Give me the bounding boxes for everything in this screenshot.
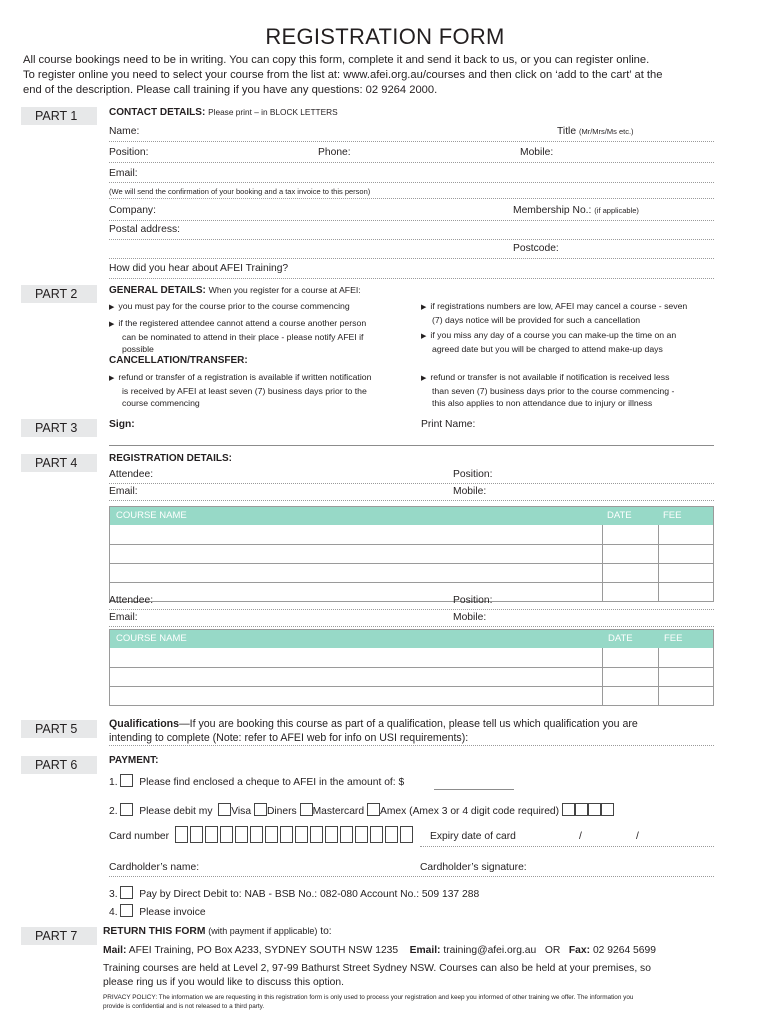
position-label: Position: [109,147,149,158]
general-details-heading: GENERAL DETAILS: When you register for a course at AFEI: [109,285,361,296]
expiry-label: Expiry date of card [430,831,516,842]
card-digit-box[interactable] [325,826,338,843]
divider [109,198,714,199]
membership-label: Membership No.: (if applicable) [513,205,639,216]
table-row[interactable] [110,686,713,705]
mobile-label: Mobile: [453,486,487,497]
page-title: REGISTRATION FORM [265,24,505,49]
email-field[interactable] [109,500,714,501]
amex-code-box[interactable] [575,803,588,816]
postcode-field[interactable] [109,258,714,259]
part-2-label: PART 2 [21,285,97,303]
cardholder-field[interactable] [109,876,714,877]
table-row[interactable] [110,582,713,601]
debit-checkbox[interactable] [120,803,133,816]
cheque-amount-field[interactable] [434,789,514,790]
direct-debit-checkbox[interactable] [120,886,133,899]
bullet-item: ▶ refund or transfer is not available if notification is received less [421,372,670,382]
attendee-label: Attendee: [109,469,154,480]
email-field[interactable] [109,626,714,627]
general-right-bullets: ▶ if registrations numbers are low, AFEI may cancel a course - seven (7) days notice will be provided for such a cancellation ▶ if you miss any day of a course you can make-up the time on an agreed date but you will be charged to attend make-up days [421,300,717,355]
title-label: Title (Mr/Mrs/Ms etc.) [557,126,634,137]
cancel-right-bullets: ▶ refund or transfer is not available if notification is received less than seven (7) business days prior to the course commencing - this also applies to non attendance due to injury or illness [421,371,717,409]
return-contact-line: Mail: AFEI Training, PO Box A233, SYDNEY SOUTH NSW 1235 Email: training@afei.org.au OR Fax: 02 9264 5699 [103,945,656,956]
email-label: Email: [109,168,138,179]
name-field[interactable] [109,141,714,142]
card-digit-box[interactable] [385,826,398,843]
card-number-row: Card number [109,826,415,843]
payment-heading: PAYMENT: [109,755,159,766]
email-note: (We will send the confirmation of your booking and a tax invoice to this person) [109,187,371,196]
amex-checkbox[interactable] [367,803,380,816]
registration-details-heading: REGISTRATION DETAILS: [109,453,232,464]
intro-text: All course bookings need to be in writing. You can copy this form, complete it and send it back to us, or you can register online. To register online you need to select your course from the list at: www.afei.org.au/courses and then click on ‘add to the cart’ at the end of the description. Please call training if you have any questions: 02 9264 2000. [23,54,663,96]
part-7-label: PART 7 [21,927,97,945]
card-digit-box[interactable] [265,826,278,843]
bullet-item: ▶ if you miss any day of a course you can make-up the time on an [421,330,677,340]
bullet-item: ▶ if registrations numbers are low, AFEI may cancel a course - seven [421,301,688,311]
company-field[interactable] [109,220,714,221]
diners-checkbox[interactable] [254,803,267,816]
payment-option-invoice: 4. Please invoice [109,904,206,918]
course-table-header: COURSE NAME DATE FEE [110,507,713,525]
sign-label: Sign: [109,419,135,430]
card-number-boxes [172,831,415,842]
expiry-field[interactable] [420,846,714,847]
contact-details-heading: CONTACT DETAILS: Please print – in BLOCK LETTERS [109,107,338,118]
mobile-label: Mobile: [453,612,487,623]
part-3-label: PART 3 [21,419,97,437]
invoice-checkbox[interactable] [120,904,133,917]
card-digit-box[interactable] [205,826,218,843]
cheque-checkbox[interactable] [120,774,133,787]
part-1-label: PART 1 [21,107,97,125]
card-digit-box[interactable] [250,826,263,843]
card-digit-box[interactable] [355,826,368,843]
bullet-item: ▶ you must pay for the course prior to the course commencing [109,301,350,311]
card-digit-box[interactable] [235,826,248,843]
visa-checkbox[interactable] [218,803,231,816]
table-row[interactable] [110,563,713,582]
course-table-1 [109,506,714,602]
hear-field[interactable] [109,278,714,279]
cancellation-heading: CANCELLATION/TRANSFER: [109,355,248,366]
postal-label: Postal address: [109,224,180,235]
expiry-slash: / [636,831,639,842]
email-field[interactable] [109,182,714,183]
position-phone-mobile-field[interactable] [109,162,714,163]
cancel-left-bullets: ▶ refund or transfer of a registration is available if written notification is received by AFEI at least seven (7) business days prior to the course commencing [109,371,409,409]
table-row[interactable] [110,544,713,563]
qualification-field[interactable] [109,745,714,746]
position-label: Position: [453,595,493,606]
hear-label: How did you hear about AFEI Training? [109,263,289,274]
course-table-header: COURSE NAME DATE FEE [110,630,713,648]
bullet-item: ▶ refund or transfer of a registration is available if written notification [109,372,372,382]
postcode-label: Postcode: [513,243,559,254]
training-location-text: Training courses are held at Level 2, 97-99 Bathurst Street Sydney NSW. Courses can also be held at your premises, so please ring us if you would like to discuss this option. [103,963,651,988]
amex-code-box[interactable] [588,803,601,816]
company-label: Company: [109,205,156,216]
card-digit-box[interactable] [175,826,188,843]
card-digit-box[interactable] [340,826,353,843]
mastercard-checkbox[interactable] [300,803,313,816]
print-name-label: Print Name: [421,419,476,430]
card-digit-box[interactable] [295,826,308,843]
general-left-bullets: ▶ you must pay for the course prior to the course commencing ▶ if the registered attendee cannot attend a course another person can be nominated to attend in their place - please notify AFEI if possible [109,300,409,355]
card-digit-box[interactable] [280,826,293,843]
qualifications-text: Qualifications—If you are booking this course as part of a qualification, please tell us which qualification you are intending to complete (Note: refer to AFEI web for info on USI requirements): [109,718,638,744]
name-label: Name: [109,126,140,137]
card-digit-box[interactable] [220,826,233,843]
card-digit-box[interactable] [370,826,383,843]
amex-code-box[interactable] [562,803,575,816]
part-5-label: PART 5 [21,720,97,738]
course-table-2 [109,629,714,706]
table-row[interactable] [110,667,713,686]
cardholder-signature-label: Cardholder’s signature: [420,862,527,873]
payment-option-direct-debit: 3. Pay by Direct Debit to: NAB - BSB No.: 082-080 Account No.: 509 137 288 [109,886,479,900]
attendee-field[interactable] [109,609,714,610]
expiry-slash: / [579,831,582,842]
mobile-label: Mobile: [520,147,554,158]
amex-code-box[interactable] [601,803,614,816]
sign-field[interactable] [109,445,714,446]
table-row[interactable] [110,648,713,667]
table-row[interactable] [110,525,713,544]
bullet-item: ▶ if the registered attendee cannot attend a course another person [109,318,367,328]
card-digit-box[interactable] [190,826,203,843]
payment-option-cheque: 1. Please find enclosed a cheque to AFEI in the amount of: $ [109,774,404,788]
cardholder-name-label: Cardholder’s name: [109,862,200,873]
position-label: Position: [453,469,493,480]
return-heading: RETURN THIS FORM (with payment if applicable) to: [103,926,332,937]
phone-label: Phone: [318,147,351,158]
email-label: Email: [109,612,138,623]
part-4-label: PART 4 [21,454,97,472]
privacy-policy: PRIVACY POLICY: The information we are requesting in this registration form is only used to process your registration and keep you informed of other training we offer. The information you provide is confidential and is not released to a third party. [103,994,634,1010]
attendee-field[interactable] [109,483,714,484]
payment-option-card: 2. Please debit my Visa Diners Mastercard Amex (Amex 3 or 4 digit code required) [109,803,614,817]
postal-field[interactable] [109,239,714,240]
email-label: Email: [109,486,138,497]
part-6-label: PART 6 [21,756,97,774]
card-digit-box[interactable] [310,826,323,843]
card-digit-box[interactable] [400,826,413,843]
attendee-label: Attendee: [109,595,154,606]
